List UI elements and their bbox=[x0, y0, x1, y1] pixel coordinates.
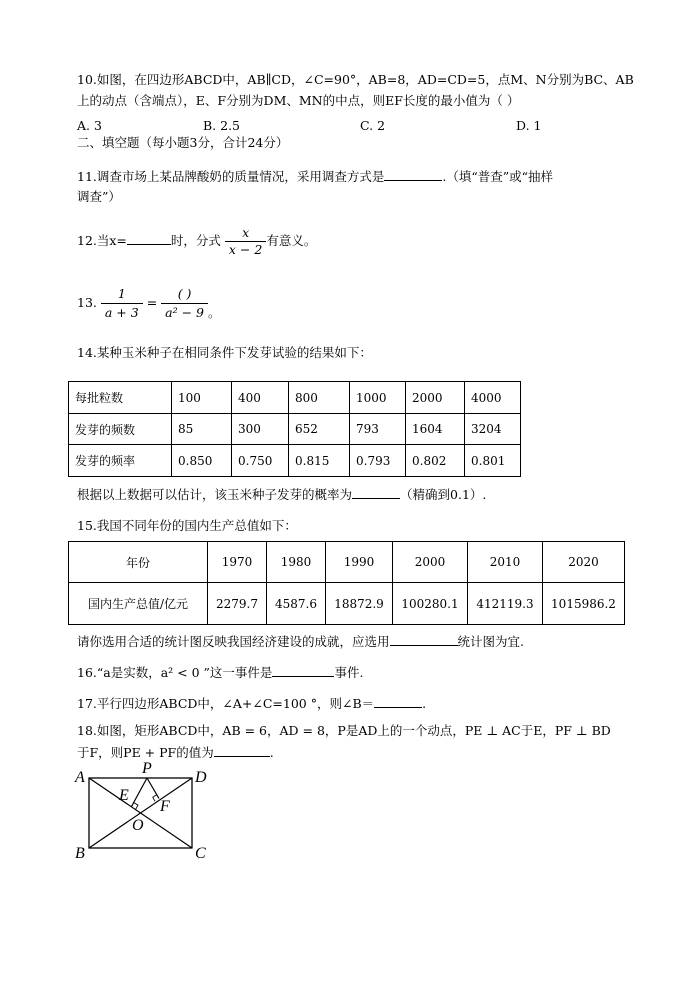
q14-cell: 1000 bbox=[350, 382, 406, 414]
label-d: D bbox=[195, 769, 207, 786]
q11-line2: 调查”） bbox=[77, 189, 121, 204]
q16-text-a: 16.“a是实数，a² < 0 ”这一事件是 bbox=[77, 665, 273, 680]
q14-after bbox=[77, 484, 486, 505]
segment-pe bbox=[132, 778, 148, 807]
q18-line1: 18.如图，矩形ABCD中，AB = 6，AD = 8，P是AD上的一个动点，PE ⊥ AC于E，PF ⊥ BD bbox=[77, 723, 611, 738]
q17-text-a: 17.平行四边形ABCD中，∠A+∠C=100 °，则∠B＝ bbox=[77, 696, 375, 711]
q15-cell: 1970 bbox=[208, 542, 267, 583]
q16 bbox=[77, 662, 363, 683]
label-f: F bbox=[160, 798, 170, 815]
q15-after-b: 统计图为宜. bbox=[457, 634, 524, 649]
label-p: P bbox=[142, 762, 152, 777]
section2-heading: 二、填空题（每小题3分，合计24分） bbox=[77, 135, 289, 150]
q15-cell: 1015986.2 bbox=[543, 583, 625, 625]
q14-cell: 发芽的频数 bbox=[69, 414, 172, 445]
q14-cell: 400 bbox=[232, 382, 289, 414]
q16-blank[interactable] bbox=[272, 662, 334, 677]
q13 bbox=[77, 284, 221, 322]
q11-line1 bbox=[77, 166, 553, 187]
label-a: A bbox=[75, 769, 85, 786]
q15-cell: 2279.7 bbox=[208, 583, 267, 625]
q10-option-b: B. 2.5 bbox=[203, 118, 241, 133]
rectangle-figure bbox=[72, 762, 212, 866]
q14-blank[interactable] bbox=[352, 484, 400, 499]
label-o: O bbox=[132, 817, 144, 834]
q14-cell: 85 bbox=[172, 414, 232, 445]
q14-after-b: （精确到0.1）. bbox=[400, 487, 487, 502]
q18-blank[interactable] bbox=[214, 742, 270, 757]
q15-row bbox=[69, 542, 625, 583]
q14-cell: 1604 bbox=[406, 414, 465, 445]
q14-row bbox=[69, 414, 521, 445]
q14-cell: 2000 bbox=[406, 382, 465, 414]
q15-cell: 国内生产总值/亿元 bbox=[69, 583, 208, 625]
q14-row bbox=[69, 445, 521, 477]
q14-cell: 每批粒数 bbox=[69, 382, 172, 414]
q14-row bbox=[69, 382, 521, 414]
q12-fraction bbox=[225, 225, 266, 258]
q10-line2: 上的动点（含端点），E、F分别为DM、MN的中点，则EF长度的最小值为（ ） bbox=[77, 93, 520, 108]
q10-option-d: D. 1 bbox=[516, 118, 542, 133]
q11-text-a: 11.调查市场上某品牌酸奶的质量情况，采用调查方式是 bbox=[77, 169, 385, 184]
q10-option-a: A. 3 bbox=[77, 118, 102, 133]
q15-cell: 2020 bbox=[543, 542, 625, 583]
q11-blank[interactable] bbox=[384, 166, 442, 181]
q13-numerator-left: 1 bbox=[117, 286, 126, 301]
q14-cell: 0.793 bbox=[350, 445, 406, 477]
q14-cell: 793 bbox=[350, 414, 406, 445]
q15-cell: 2000 bbox=[393, 542, 468, 583]
q13-pre: 13. bbox=[77, 295, 97, 310]
label-c: C bbox=[195, 845, 206, 862]
q12-pre: 12.当x= bbox=[77, 233, 127, 248]
q15-after-a: 请你选用合适的统计图反映我国经济建设的成就，应选用 bbox=[77, 634, 390, 649]
q14-cell: 发芽的频率 bbox=[69, 445, 172, 477]
q15-table bbox=[68, 541, 625, 625]
q13-fraction-left bbox=[101, 285, 143, 322]
q13-post: 。 bbox=[208, 305, 221, 320]
q14-table bbox=[68, 381, 521, 477]
q12-post: 有意义。 bbox=[266, 233, 317, 248]
q13-equals: = bbox=[146, 295, 158, 310]
q17-text-b: . bbox=[422, 696, 427, 711]
q15-cell: 2010 bbox=[468, 542, 543, 583]
q14-cell: 652 bbox=[289, 414, 350, 445]
q15-cell: 18872.9 bbox=[326, 583, 393, 625]
q15-cell: 4587.6 bbox=[267, 583, 326, 625]
q14-cell: 3204 bbox=[465, 414, 521, 445]
q16-text-b: 事件. bbox=[334, 665, 364, 680]
q13-fraction-right bbox=[161, 285, 208, 322]
q15-cell: 1980 bbox=[267, 542, 326, 583]
q10-option-c: C. 2 bbox=[360, 118, 386, 133]
q11-text-b: .（填“普查”或“抽样 bbox=[442, 169, 554, 184]
q18-text-a: 于F，则PE + PF的值为 bbox=[77, 745, 214, 760]
q18-text-b: . bbox=[269, 745, 274, 760]
q12 bbox=[77, 224, 316, 258]
q12-blank[interactable] bbox=[127, 230, 171, 245]
q12-mid: 时，分式 bbox=[170, 233, 221, 248]
label-b: B bbox=[75, 845, 85, 862]
q15-after bbox=[77, 631, 524, 652]
q14-cell: 0.750 bbox=[232, 445, 289, 477]
segment-pf bbox=[147, 778, 159, 799]
q15-row bbox=[69, 583, 625, 625]
q14-cell: 0.815 bbox=[289, 445, 350, 477]
q13-denominator-left: a + 3 bbox=[101, 303, 143, 322]
q12-denominator: x − 2 bbox=[225, 241, 266, 258]
q12-numerator: x bbox=[242, 225, 250, 240]
right-angle-f bbox=[153, 795, 157, 802]
q15-cell: 1990 bbox=[326, 542, 393, 583]
label-e: E bbox=[119, 787, 129, 804]
q15-blank[interactable] bbox=[390, 631, 458, 646]
q14-after-a: 根据以上数据可以估计，该玉米种子发芽的概率为 bbox=[77, 487, 353, 502]
q15-cell: 100280.1 bbox=[393, 583, 468, 625]
q14-cell: 300 bbox=[232, 414, 289, 445]
q15-intro: 15.我国不同年份的国内生产总值如下： bbox=[77, 518, 297, 533]
q10-line1: 10.如图，在四边形ABCD中，AB∥CD，∠C=90°，AB=8，AD=CD=5，点M、N分别为BC、AB bbox=[77, 72, 634, 87]
q17-blank[interactable] bbox=[374, 693, 422, 708]
q18-line2 bbox=[77, 742, 274, 763]
q14-intro: 14.某种玉米种子在相同条件下发芽试验的结果如下： bbox=[77, 345, 372, 360]
q14-cell: 0.801 bbox=[465, 445, 521, 477]
q14-cell: 0.850 bbox=[172, 445, 232, 477]
q13-numerator-blank[interactable]: ( ) bbox=[177, 286, 192, 301]
q17 bbox=[77, 693, 426, 714]
q14-cell: 4000 bbox=[465, 382, 521, 414]
q14-cell: 800 bbox=[289, 382, 350, 414]
q15-cell: 年份 bbox=[69, 542, 208, 583]
q14-cell: 0.802 bbox=[406, 445, 465, 477]
q13-denominator-right: a² − 9 bbox=[161, 303, 208, 322]
q14-cell: 100 bbox=[172, 382, 232, 414]
q15-cell: 412119.3 bbox=[468, 583, 543, 625]
